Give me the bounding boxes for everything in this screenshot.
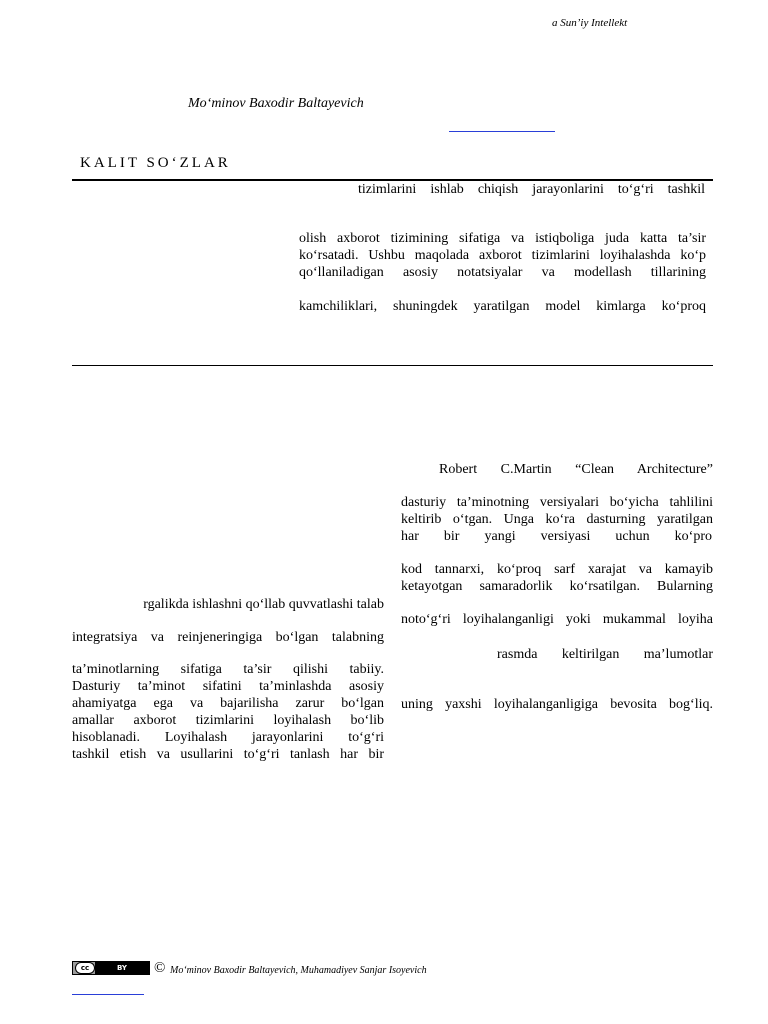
left-paragraph-line: hisoblanadi. Loyihalash jarayonlarini to‘g‘ri	[72, 730, 384, 745]
copyright-icon: ©	[154, 960, 166, 976]
left-paragraph-line: amallar axborot tizimlarini loyihalash bo‘lib	[72, 713, 384, 728]
right-paragraph-line: keltirib o‘tgan. Unga ko‘ra dasturning yaratilgan	[401, 512, 713, 527]
abstract-line: kamchiliklari, shuningdek yaratilgan model kimlarga ko‘proq	[299, 299, 706, 314]
right-paragraph-line: kod tannarxi, ko‘proq sarf xarajat va kamayib	[401, 562, 713, 577]
by-icon: BY	[95, 962, 149, 974]
right-paragraph-line: ketayotgan samaradorlik ko‘rsatilgan. Bularning	[401, 579, 713, 594]
right-paragraph: uning yaxshi loyihalanganligiga bevosita bog‘liq.	[401, 697, 713, 712]
abstract-line: qo‘llaniladigan asosiy notatsiyalar va modellash tillarining	[299, 265, 706, 280]
abstract-line: ko‘rsatadi. Ushbu maqolada axborot tizimlarini loyihalashda ko‘p	[299, 248, 706, 263]
right-paragraph: rasmda keltirilgan ma’lumotlar	[497, 647, 713, 662]
footer-authors: Mo‘minov Baxodir Baltayevich, Muhamadiyev Sanjar Isoyevich	[170, 965, 427, 976]
left-paragraph: rgalikda ishlashni qo‘llab quvvatlashi talab	[143, 597, 384, 612]
author-name: Mo‘minov Baxodir Baltayevich	[188, 96, 364, 111]
right-paragraph-line: dasturiy ta’minotning versiyalari bo‘yicha tahlilini	[401, 495, 713, 510]
left-paragraph-line: ahamiyatga ega va bajarilisha zarur bo‘lgan	[72, 696, 384, 711]
right-paragraph: noto‘g‘ri loyihalanganligi yoki mukammal loyiha	[401, 612, 713, 627]
keywords-heading: KALIT SO‘ZLAR	[80, 155, 231, 171]
cc-icon: cc	[75, 962, 95, 974]
left-paragraph-line: ta’minotlarning sifatiga ta’sir qilishi tabiiy.	[72, 662, 384, 677]
left-paragraph-line: Dasturiy ta’minot sifatini ta’minlashda asosiy	[72, 679, 384, 694]
right-paragraph: Robert C.Martin “Clean Architecture”	[439, 462, 713, 477]
abstract-line: olish axborot tizimining sifatiga va istiqboliga juda katta ta’sir	[299, 231, 706, 246]
footer-hyperlink-underline[interactable]	[72, 994, 144, 995]
left-paragraph: integratsiya va reinjeneringiga bo‘lgan talabning	[72, 630, 384, 645]
journal-title-fragment: a Sun’iy Intellekt	[552, 17, 628, 29]
abstract-bottom-rule	[72, 365, 713, 366]
hyperlink-underline[interactable]	[449, 131, 555, 132]
right-paragraph-line: har bir yangi versiyasi uchun ko‘pro	[401, 529, 712, 544]
cc-by-license-badge[interactable]	[72, 961, 150, 975]
abstract-line: tizimlarini ishlab chiqish jarayonlarini to‘g‘ri tashkil	[358, 182, 705, 197]
left-paragraph-line: tashkil etish va usullarini to‘g‘ri tanlash har bir	[72, 747, 384, 762]
